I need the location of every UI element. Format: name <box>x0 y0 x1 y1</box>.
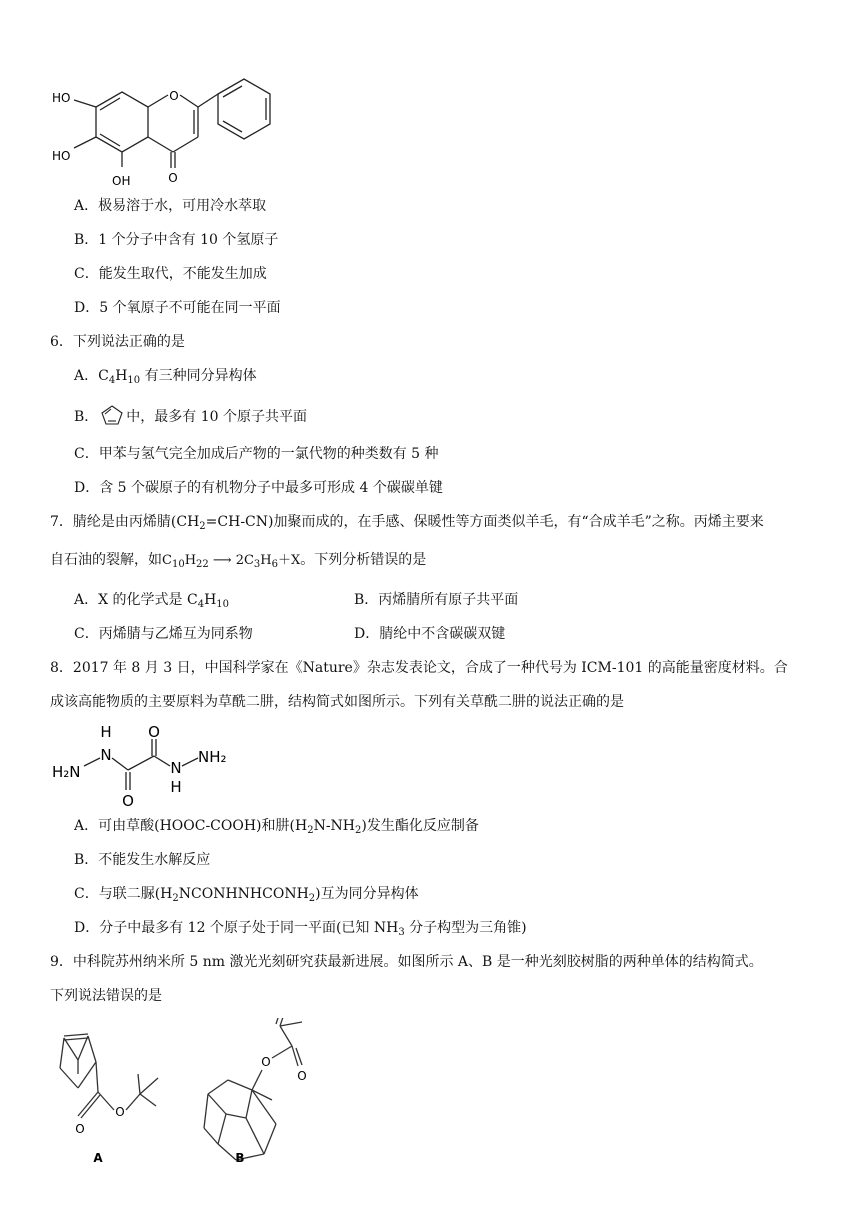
q7-stem-line2: 自石油的裂解，如$C_{10}H_{22}$ ⟶ $2C_3H_6+X$。下列分析错误的是 <box>50 552 427 570</box>
cyclopentadiene-ring-icon <box>100 404 124 426</box>
q8-option-c: C．与联二脲$(H_2NCONHNHCONH_2)$互为同分异构体 <box>74 886 419 904</box>
ester-o-carbonyl-a: O <box>75 1122 85 1136</box>
oxalyl-dihydrazide-structure <box>50 722 250 812</box>
q9-stem-line1: 9．中科院苏州纳米所 5 nm 激光光刻研究获最新进展。如图所示 A、B 是一种光刻胶树脂的两种单体的结构简式。 <box>50 954 763 970</box>
q6-option-b: B． 中，最多有 10 个原子共平面 <box>74 404 307 427</box>
q5-option-b: B．1 个分子中含有 10 个氢原子 <box>74 232 279 248</box>
q7-option-d: D．腈纶中不含碳碳双键 <box>354 626 506 642</box>
monomer-a-label: A <box>93 1151 103 1165</box>
q6-option-d: D．含 5 个碳原子的有机物分子中最多可形成 4 个碳碳单键 <box>74 480 443 496</box>
q5-option-a: A．极易溶于水，可用冷水萃取 <box>74 198 267 214</box>
amino-group-right: NH₂ <box>198 748 227 766</box>
q8-stem-line1: 8．2017 年 8 月 3 日，中国科学家在《Nature》杂志发表论文，合成了一种代号为 ICM-101 的高能量密度材料。合 <box>50 660 788 676</box>
q7-option-c: C．丙烯腈与乙烯互为同系物 <box>74 626 253 642</box>
q8-option-d: D．分子中最多有 12 个原子处于同一平面(已知 $NH_3$ 分子构型为三角锥) <box>74 920 527 938</box>
carbonyl-o-top: O <box>148 723 160 741</box>
ester-o-carbonyl-b: O <box>297 1069 307 1083</box>
hydrazide-h-bottom: H <box>170 778 182 796</box>
flavone-structure <box>48 70 288 195</box>
hydroxyl-label-3: OH <box>112 174 131 188</box>
carbonyl-o-bottom: O <box>122 792 134 810</box>
hydrazide-n-top: N <box>100 746 112 764</box>
ester-o-single-a: O <box>115 1105 125 1119</box>
monomer-b-label: B <box>235 1151 245 1165</box>
q7-equation: $C_{10}H_{22}$ ⟶ $2C_3H_6+X$ <box>162 553 301 570</box>
q6-option-c: C．甲苯与氢气完全加成后产物的一氯代物的种类数有 5 种 <box>74 446 439 462</box>
q8-option-b: B．不能发生水解反应 <box>74 852 211 868</box>
q5-option-c: C．能发生取代，不能发生加成 <box>74 266 267 282</box>
hydrazide-h-top: H <box>100 723 112 741</box>
q6-stem: 6．下列说法正确的是 <box>50 334 185 350</box>
q7-stem-line1: 7．腈纶是由丙烯腈$(CH_2=CH-CN)$加聚而成的，在手感、保暖性等方面类似羊毛，有“合成羊毛”之称。丙烯主要来 <box>50 514 764 532</box>
hydroxyl-label-2: HO <box>52 149 71 163</box>
keto-oxygen-label: O <box>168 171 178 185</box>
q7-option-b: B．丙烯腈所有原子共平面 <box>354 592 519 608</box>
q9-stem-line2: 下列说法错误的是 <box>50 988 162 1004</box>
q8-option-a: A．可由草酸(HOOC-COOH)和肼$(H_2N-NH_2)$发生酯化反应制备 <box>74 818 479 836</box>
q6-option-a: A．$C_4H_{10}$ 有三种同分异构体 <box>74 368 257 386</box>
amino-group-left: H₂N <box>52 763 81 781</box>
q8-stem-line2: 成该高能物质的主要原料为草酰二肼，结构简式如图所示。下列有关草酰二肼的说法正确的是 <box>50 694 624 710</box>
hydrazide-n-bottom: N <box>170 759 182 777</box>
q5-option-d: D．5 个氧原子不可能在同一平面 <box>74 300 281 316</box>
q7-option-a: A．X 的化学式是 $C_4H_{10}$ <box>74 592 230 610</box>
monomer-structures <box>40 1018 340 1168</box>
ester-o-single-b: O <box>261 1055 271 1069</box>
ring-oxygen-label: O <box>169 89 179 103</box>
hydroxyl-label-1: HO <box>52 91 71 105</box>
